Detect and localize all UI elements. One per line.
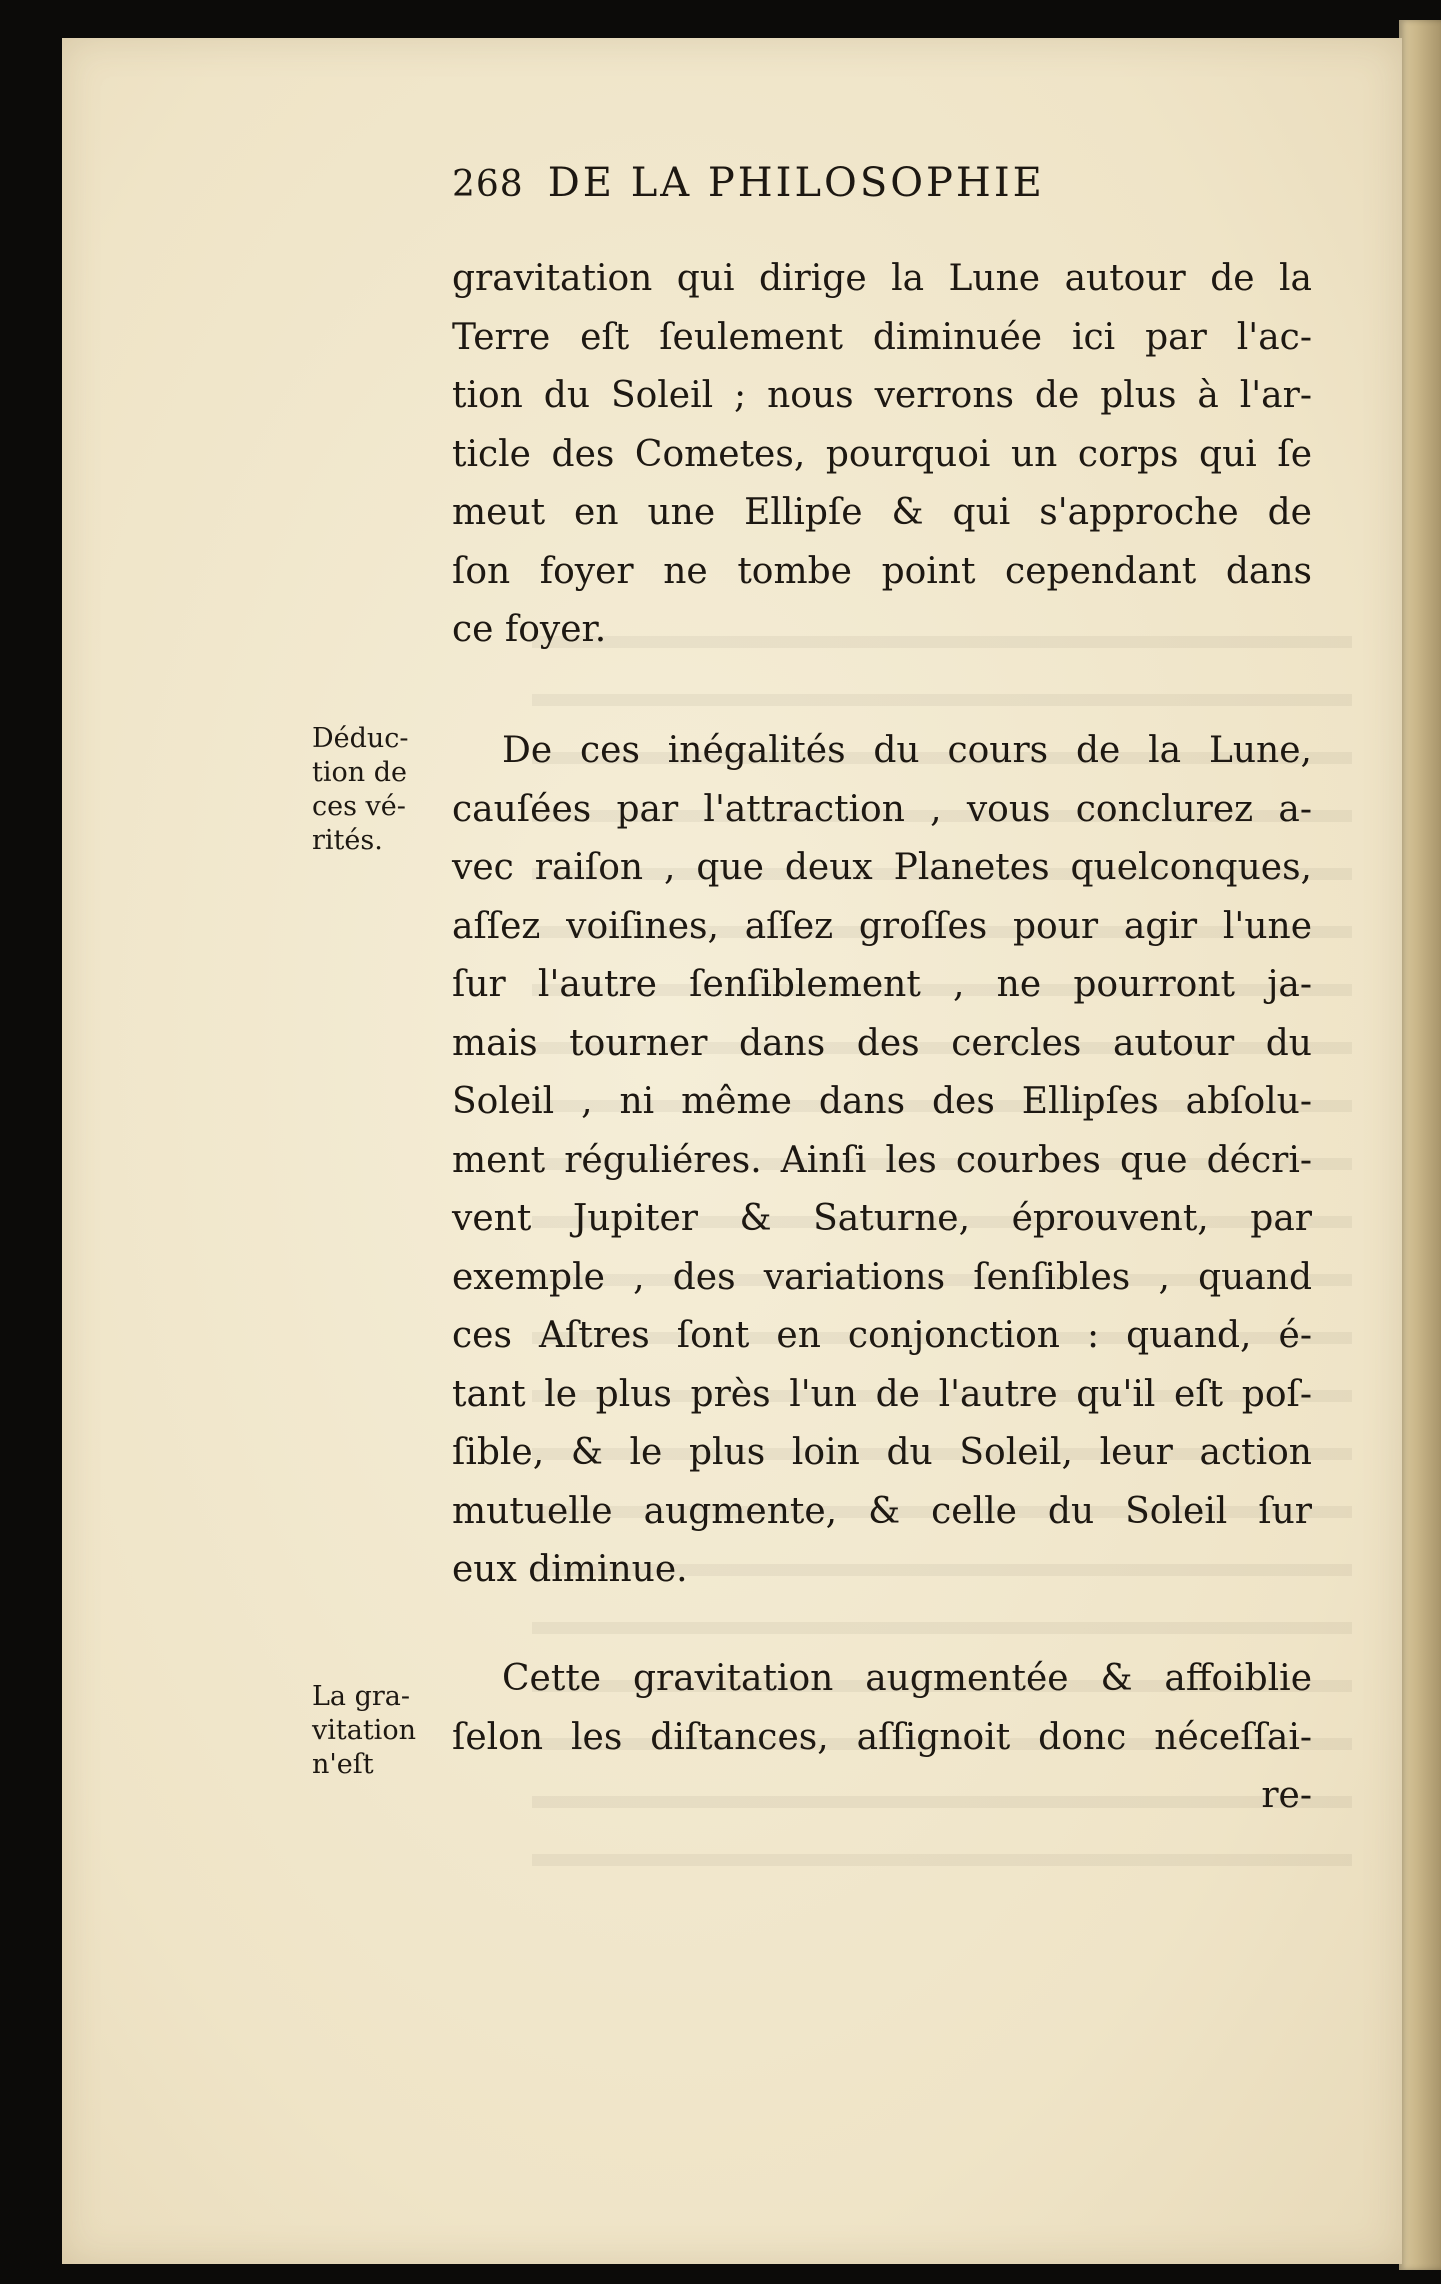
page-header (452, 160, 1045, 210)
text-line: ſible, & le plus loin du Soleil, leur action (452, 1432, 1312, 1473)
text-line: tion du Soleil ; nous verrons de plus à l'ar- (452, 375, 1312, 416)
text-line: Cette gravitation augmentée & affoiblie (502, 1658, 1312, 1699)
text-line: vec raiſon , que deux Planetes quelconques, (452, 847, 1312, 888)
text-line: ce foyer. (452, 609, 607, 650)
text-line: ticle des Cometes, pourquoi un corps qui ſe (452, 433, 1312, 475)
margin-note-gravitation (312, 1680, 438, 1782)
margin-note-line: n'eſt (312, 1749, 374, 1780)
running-head: DE LA PHILOSOPHIE (547, 160, 1045, 206)
margin-note-line: rités. (312, 825, 383, 856)
margin-note-line: La gra- (312, 1681, 411, 1712)
text-line: mais tourner dans des cercles autour du (452, 1022, 1312, 1064)
text-line: meut en une Ellipſe & qui s'approche de (452, 492, 1312, 533)
text-line: eux diminue. (452, 1549, 688, 1590)
text-line: ſur l'autre ſenſiblement , ne pourront ja- (452, 964, 1312, 1005)
text-line: ſon foyer ne tombe point cependant dans (452, 550, 1312, 592)
page-number: 268 (452, 164, 524, 205)
text-line: De ces inégalités du cours de la Lune, (502, 730, 1312, 771)
adjacent-page-edge (1399, 20, 1441, 2270)
text-line: exemple , des variations ſenſibles , quand (452, 1256, 1312, 1298)
text-line: aſſez voiſines, aſſez groſſes pour agir l'une (452, 905, 1312, 947)
margin-note-line: Déduc- (312, 723, 409, 754)
margin-note-line: tion de (312, 757, 407, 788)
catchword: re- (1261, 1775, 1312, 1816)
text-line: ment réguliéres. Ainſi les courbes que décri- (452, 1139, 1312, 1181)
text-line: ſelon les diſtances, aſſignoit donc néceſſai- (452, 1716, 1312, 1758)
margin-note-deduction (312, 722, 438, 858)
paragraph-2 (452, 722, 1312, 1600)
text-line: mutuelle augmente, & celle du Soleil ſur (452, 1490, 1312, 1532)
text-line: vent Jupiter & Saturne, éprouvent, par (452, 1198, 1312, 1239)
text-line: tant le plus près l'un de l'autre qu'il eſt poſ- (452, 1373, 1312, 1415)
margin-note-line: vitation (312, 1715, 416, 1746)
paragraph-3 (452, 1650, 1312, 1826)
text-line: cauſées par l'attraction , vous conclurez a- (452, 788, 1312, 830)
margin-note-line: ces vé- (312, 791, 406, 822)
text-line: Terre eſt ſeulement diminuée ici par l'ac- (452, 316, 1312, 358)
paragraph-1 (452, 250, 1312, 660)
text-line: gravitation qui dirige la Lune autour de la (452, 258, 1312, 299)
text-line: Soleil , ni même dans des Ellipſes abſolu- (452, 1081, 1312, 1122)
text-line: ces Aſtres ſont en conjonction : quand, é- (452, 1315, 1312, 1356)
